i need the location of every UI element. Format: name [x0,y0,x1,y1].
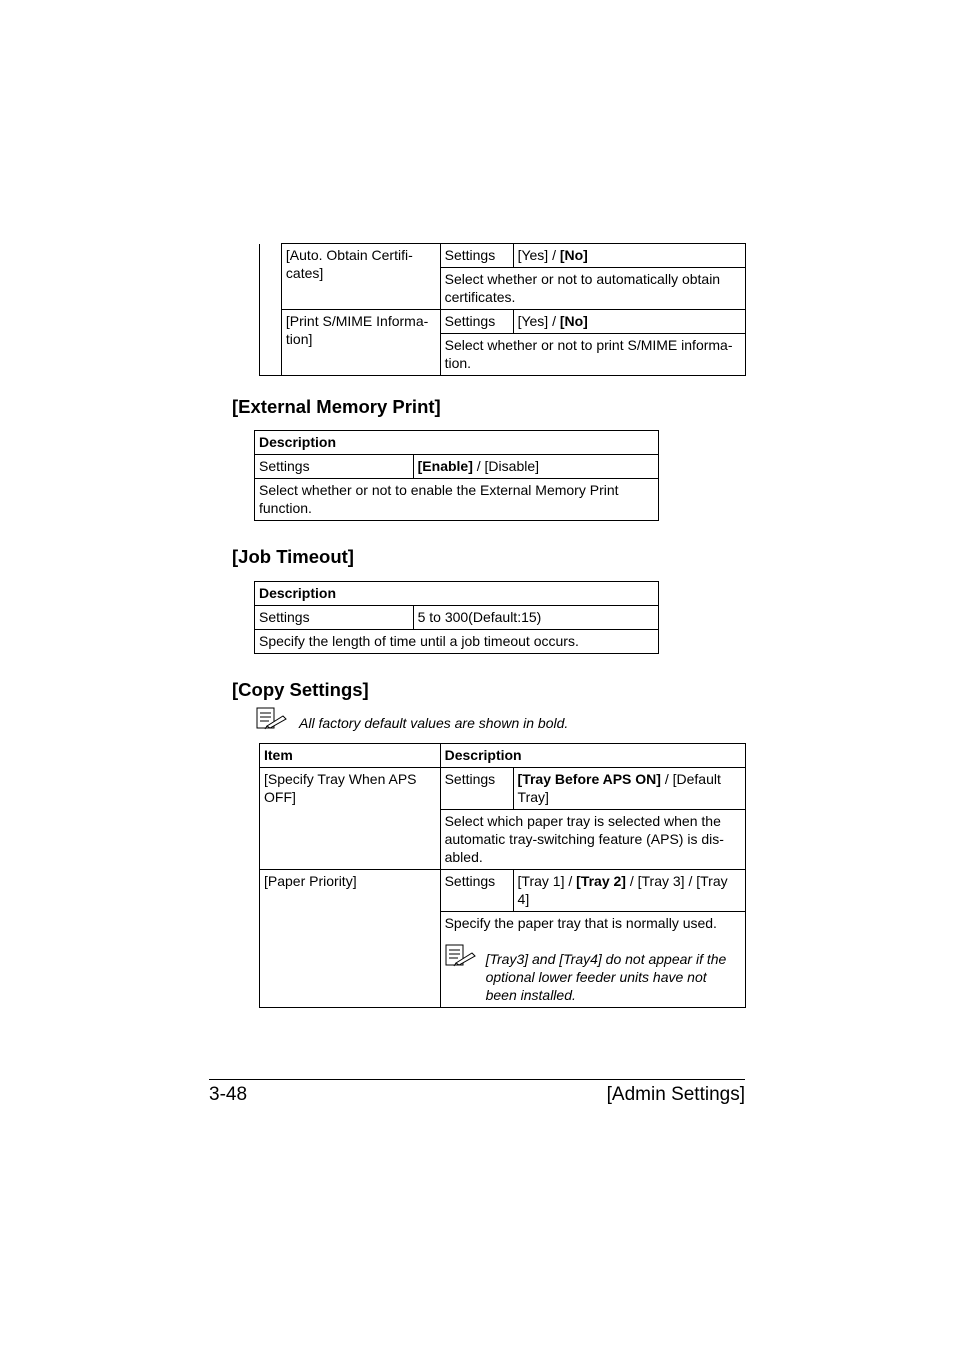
table-item-cell: [Print S/MIME Informa-tion] [281,310,440,376]
settings-label: Settings [440,310,513,334]
setting-description: Select which paper tray is selected when the automatic tray-switching feature (APS) is dis-abled. [440,810,745,870]
note-text: All factory default values are shown in bold. [299,715,569,731]
column-header-item: Item [260,744,441,768]
footer-rule [209,1079,745,1080]
table-item-cell: [Paper Priority] [260,870,441,1008]
setting-description: Select whether or not to enable the External Memory Print function. [255,479,659,521]
section-heading-copy-settings: [Copy Settings] [232,679,369,700]
settings-label: Settings [255,606,414,630]
inline-note [445,944,741,1004]
setting-description [440,912,745,1008]
table-item-cell: [Specify Tray When APS OFF] [260,768,441,870]
inline-note-text: [Tray3] and [Tray4] do not appear if the optional lower feeder units have not been installed. [485,951,727,1003]
table-indent-cell [260,244,282,376]
settings-value: 5 to 300(Default:15) [413,606,658,630]
section-heading-external-memory: [External Memory Print] [232,396,441,417]
settings-label: Settings [255,455,414,479]
settings-label: Settings [440,244,513,268]
table-header: Description [255,582,659,606]
description-text: Specify the paper tray that is normally used. [444,915,717,931]
settings-label: Settings [440,768,513,810]
settings-value: [Tray Before APS ON] / [Default Tray] [513,768,745,810]
job-timeout-table [254,581,659,654]
table-header: Description [255,431,659,455]
page-number: 3-48 [209,1084,248,1105]
external-memory-table [254,430,659,521]
copy-settings-table [259,743,746,1008]
section-heading-job-timeout: [Job Timeout] [232,546,354,567]
column-header-description: Description [440,744,745,768]
settings-value: [Tray 1] / [Tray 2] / [Tray 3] / [Tray 4] [513,870,745,912]
settings-label: Settings [440,870,513,912]
top-settings-table [259,243,746,376]
setting-description: Specify the length of time until a job timeout occurs. [255,630,659,654]
table-item-cell: [Auto. Obtain Certifi-cates] [281,244,440,310]
note-icon [445,944,486,967]
settings-value: [Yes] / [No] [513,310,745,334]
note-icon [256,707,288,730]
setting-description: Select whether or not to print S/MIME informa-tion. [440,334,745,376]
settings-value: [Enable] / [Disable] [413,455,658,479]
settings-value: [Yes] / [No] [513,244,745,268]
footer-section-title: [Admin Settings] [606,1084,745,1105]
setting-description: Select whether or not to automatically obtain certificates. [440,268,745,310]
